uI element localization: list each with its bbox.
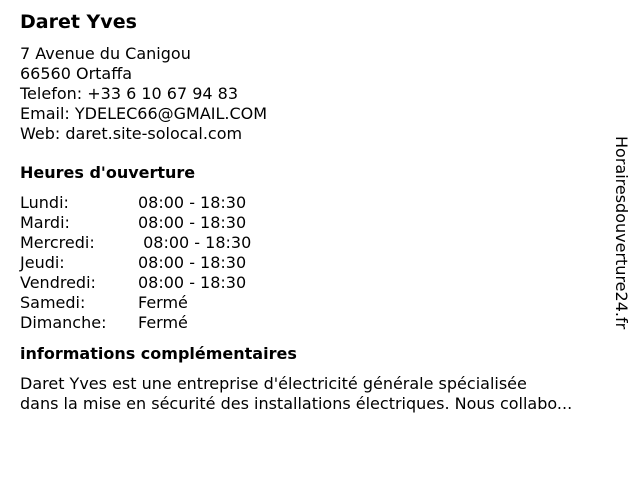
address-city: 66560 Ortaffa	[20, 64, 133, 83]
info-heading: informations complémentaires	[20, 344, 297, 363]
hours-row-sunday	[20, 313, 610, 333]
address-street: 7 Avenue du Canigou	[20, 44, 191, 63]
time-value: Fermé	[138, 293, 188, 312]
site-watermark	[611, 136, 631, 372]
hours-row-wednesday	[20, 233, 610, 253]
time-value: 08:00 - 18:30	[138, 273, 247, 292]
business-name: Daret Yves	[20, 11, 137, 33]
time-value: 08:00 - 18:30	[138, 193, 247, 212]
hours-row-saturday	[20, 293, 610, 313]
watermark-text: Horairesdouverture24.fr	[612, 136, 631, 330]
hours-heading: Heures d'ouverture	[20, 163, 196, 182]
info-line: Daret Yves est une entreprise d'électricité générale spécialisée	[20, 374, 527, 393]
day-label: Mercredi:	[20, 233, 95, 252]
hours-row-monday	[20, 193, 610, 213]
web-text: Web: daret.site-solocal.com	[20, 124, 243, 143]
day-label: Lundi:	[20, 193, 69, 212]
info-line: dans la mise en sécurité des installations électriques. Nous collabo...	[20, 394, 573, 413]
phone-text: Telefon: +33 6 10 67 94 83	[20, 84, 239, 103]
time-value: Fermé	[138, 313, 188, 332]
contact-block	[20, 44, 610, 144]
time-value: 08:00 - 18:30	[138, 253, 247, 272]
time-value: 08:00 - 18:30	[138, 213, 247, 232]
hours-row-thursday	[20, 253, 610, 273]
day-label: Samedi:	[20, 293, 86, 312]
time-value: 08:00 - 18:30	[138, 233, 252, 252]
day-label: Dimanche:	[20, 313, 107, 332]
business-card	[20, 10, 610, 414]
hours-row-tuesday	[20, 213, 610, 233]
info-description	[20, 374, 620, 414]
day-label: Jeudi:	[20, 253, 65, 272]
day-label: Vendredi:	[20, 273, 96, 292]
hours-row-friday	[20, 273, 610, 293]
email-text: Email: YDELEC66@GMAIL.COM	[20, 104, 268, 123]
day-label: Mardi:	[20, 213, 70, 232]
opening-hours-list	[20, 193, 610, 333]
